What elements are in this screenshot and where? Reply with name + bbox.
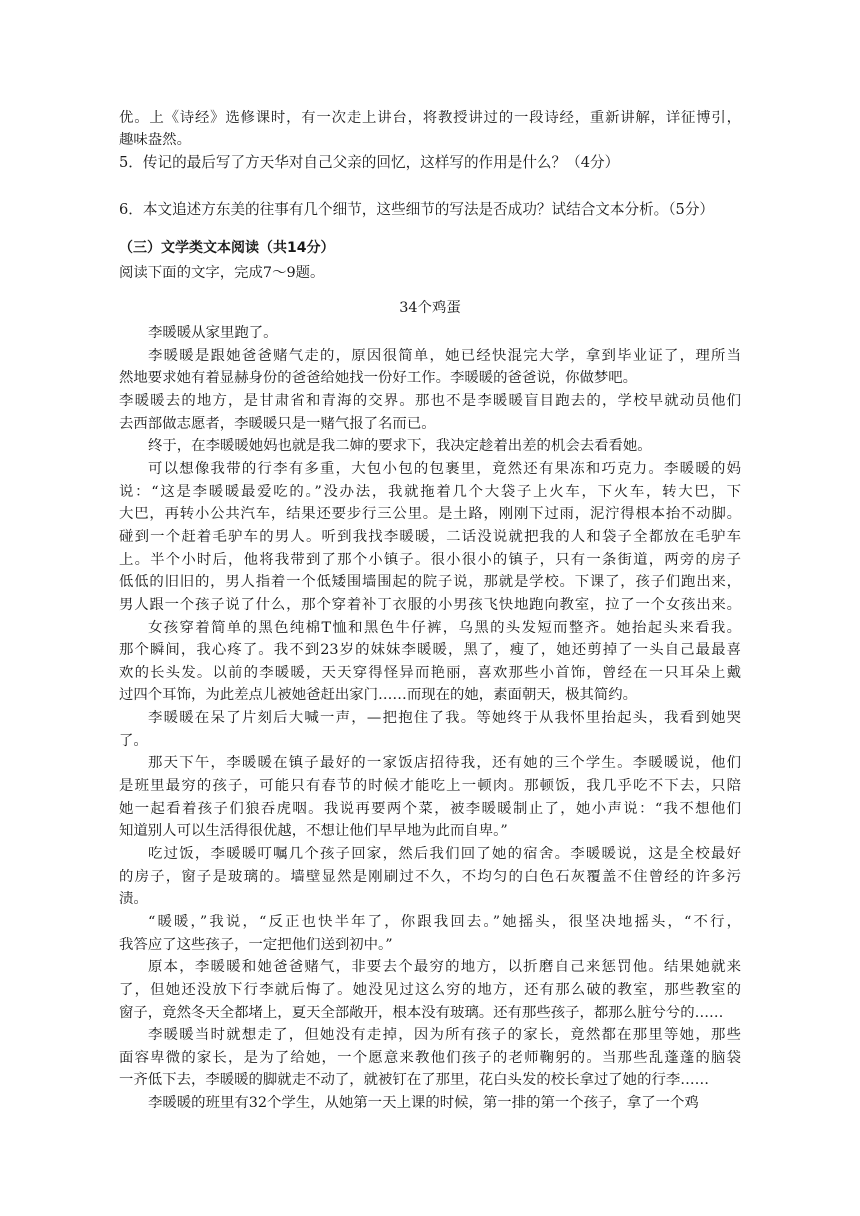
- story-line: 李暖暖从家里跑了。: [148, 325, 278, 341]
- story-line: 了，但她还没放下行李就后悔了。她没见过这么穷的地方，还有那么破的教室，那些教室的: [119, 981, 741, 998]
- story-line: 说：“这是李暖暖最爱吃的。”没办法，我就拖着几个大袋子上火车，下火车，转大巴，下: [119, 483, 741, 500]
- story-line: 吃过饭，李暖暖叮嘱几个孩子回家，然后我们回了她的宿舍。李暖暖说，这是全校最好: [148, 845, 741, 862]
- story-line: 一齐低下去，李暖暖的脚就走不动了，就被钉在了那里，花白头发的校长拿过了她的行李……: [119, 1072, 710, 1089]
- story-line: 去西部做志愿者，李暖暖只是一赌气报了名而已。: [119, 415, 436, 432]
- story-line: 李暖暖是跟她爸爸赌气走的，原因很简单，她已经快混完大学，拿到毕业证了，理所当: [148, 347, 741, 364]
- story-line: 然地要求她有着显赫身份的爸爸给她找一份好工作。李暖暖的爸爸说，你做梦吧。: [119, 370, 638, 387]
- story-line: 是班里最穷的孩子，可能只有春节的时候才能吃上一顿肉。那顿饭，我几乎吃不下去，只陪: [119, 778, 741, 794]
- story-line: 碰到一个赶着毛驴车的男人。听到我找李暖暖，二话没说就把我的人和袋子全都放在毛驴车: [119, 528, 741, 545]
- story-line: 的房子，窗子是玻璃的。墙壁显然是刚刷过不久，不均匀的白色石灰覆盖不住曾经的许多污: [119, 868, 741, 885]
- story-line: 原本，李暖暖和她爸爸赌气，非要去个最穷的地方，以折磨自己来惩罚他。结果她就来: [148, 959, 741, 976]
- story-line: 女孩穿着简单的黑色纯棉T恤和黑色牛仔裤，乌黑的头发短而整齐。她抬起头来看我。: [148, 619, 741, 636]
- intro-text-line-1: 优。上《诗经》选修课时，有一次走上讲台，将教授讲过的一段诗经，重新讲解，详征博引，: [119, 110, 741, 126]
- story-line: 李暖暖当时就想走了，但她没有走掉，因为所有孩子的家长，竟然都在那里等她，那些: [148, 1027, 741, 1044]
- story-line: 可以想像我带的行李有多重，大包小包的包裹里，竟然还有果冻和巧克力。李暖暖的妈: [148, 460, 741, 477]
- story-line: 知道别人可以生活得很优越，不想让他们早早地为此而自卑。”: [119, 823, 508, 840]
- story-line: 了。: [119, 732, 148, 749]
- story-title: 34个鸡蛋: [399, 300, 461, 316]
- story-line: 那天下午，李暖暖在镇子最好的一家饭店招待我，还有她的三个学生。李暖暖说，他们: [148, 755, 741, 772]
- section-heading: （三）文学类文本阅读（共14分）: [119, 240, 335, 256]
- story-line: 上。半个小时后，他将我带到了那个小镇子。很小很小的镇子，只有一条街道，两旁的房子: [119, 551, 741, 568]
- story-line: “暖暖，”我说，“反正也快半年了，你跟我回去。”她摇头，很坚决地摇头，“不行，: [148, 913, 741, 930]
- story-line: 男人跟一个孩子说了什么，那个穿着补丁衣服的小男孩飞快地跑向教室，拉了一个女孩出来。: [119, 596, 741, 613]
- story-line: 欢的长头发。以前的李暖暖，天天穿得怪异而艳丽，喜欢那些小首饰，曾经在一只耳朵上戴: [119, 664, 741, 681]
- story-line: 李暖暖在呆了片刻后大喊一声，—把抱住了我。等她终于从我怀里抬起头，我看到她哭: [148, 710, 741, 726]
- story-line: 低低的旧旧的，男人指着一个低矮围墙围起的院子说，那就是学校。下课了，孩子们跑出来，: [119, 574, 741, 591]
- question-5: 5．传记的最后写了方天华对自己父亲的回忆，这样写的作用是什么？（4分）: [119, 154, 620, 171]
- story-line: 她一起看着孩子们狼吞虎咽。我说再要两个菜，被李暖暖制止了，她小声说：“我不想他们: [119, 800, 741, 817]
- story-line: 李暖暖的班里有32个学生，从她第一天上课的时候，第一排的第一个孩子，拿了一个鸡: [148, 1095, 699, 1112]
- story-line: 过四个耳饰，为此差点儿被她爸赶出家门……而现在的她，素面朝天，极其简约。: [119, 687, 638, 704]
- story-line: 渍。: [119, 891, 148, 908]
- story-line: 窗子，竟然冬天全都堵上，夏天全部敞开，根本没有玻璃。还有那些孩子，都那么脏兮兮的……: [119, 1004, 724, 1021]
- story-line: 那个瞬间，我心疼了。我不到23岁的妹妹李暖暖，黑了，瘦了，她还剪掉了一头自己最最喜: [119, 642, 741, 659]
- story-line: 李暖暖去的地方，是甘肃省和青海的交界。那也不是李暖暖盲目跑去的，学校早就动员他们: [119, 392, 741, 409]
- question-6: 6．本文追述方东美的往事有几个细节，这些细节的写法是否成功？试结合文本分析。（5分）: [119, 201, 715, 218]
- story-line: 大巴，再转小公共汽车，结果还要步行三公里。是土路，刚刚下过雨，泥泞得根本抬不动脚。: [119, 506, 741, 523]
- story-line: 我答应了这些孩子，一定把他们送到初中。”: [119, 936, 393, 953]
- section-instruction: 阅读下面的文字，完成7～9题。: [119, 265, 325, 281]
- story-line: 面容卑微的家长，是为了给她，一个愿意来教他们孩子的老师鞠躬的。当那些乱蓬蓬的脑袋: [119, 1049, 741, 1066]
- story-line: 终于，在李暖暖她妈也就是我二婶的要求下，我决定趁着出差的机会去看看她。: [148, 438, 652, 455]
- intro-text-line-2: 趣味盎然。: [119, 132, 191, 148]
